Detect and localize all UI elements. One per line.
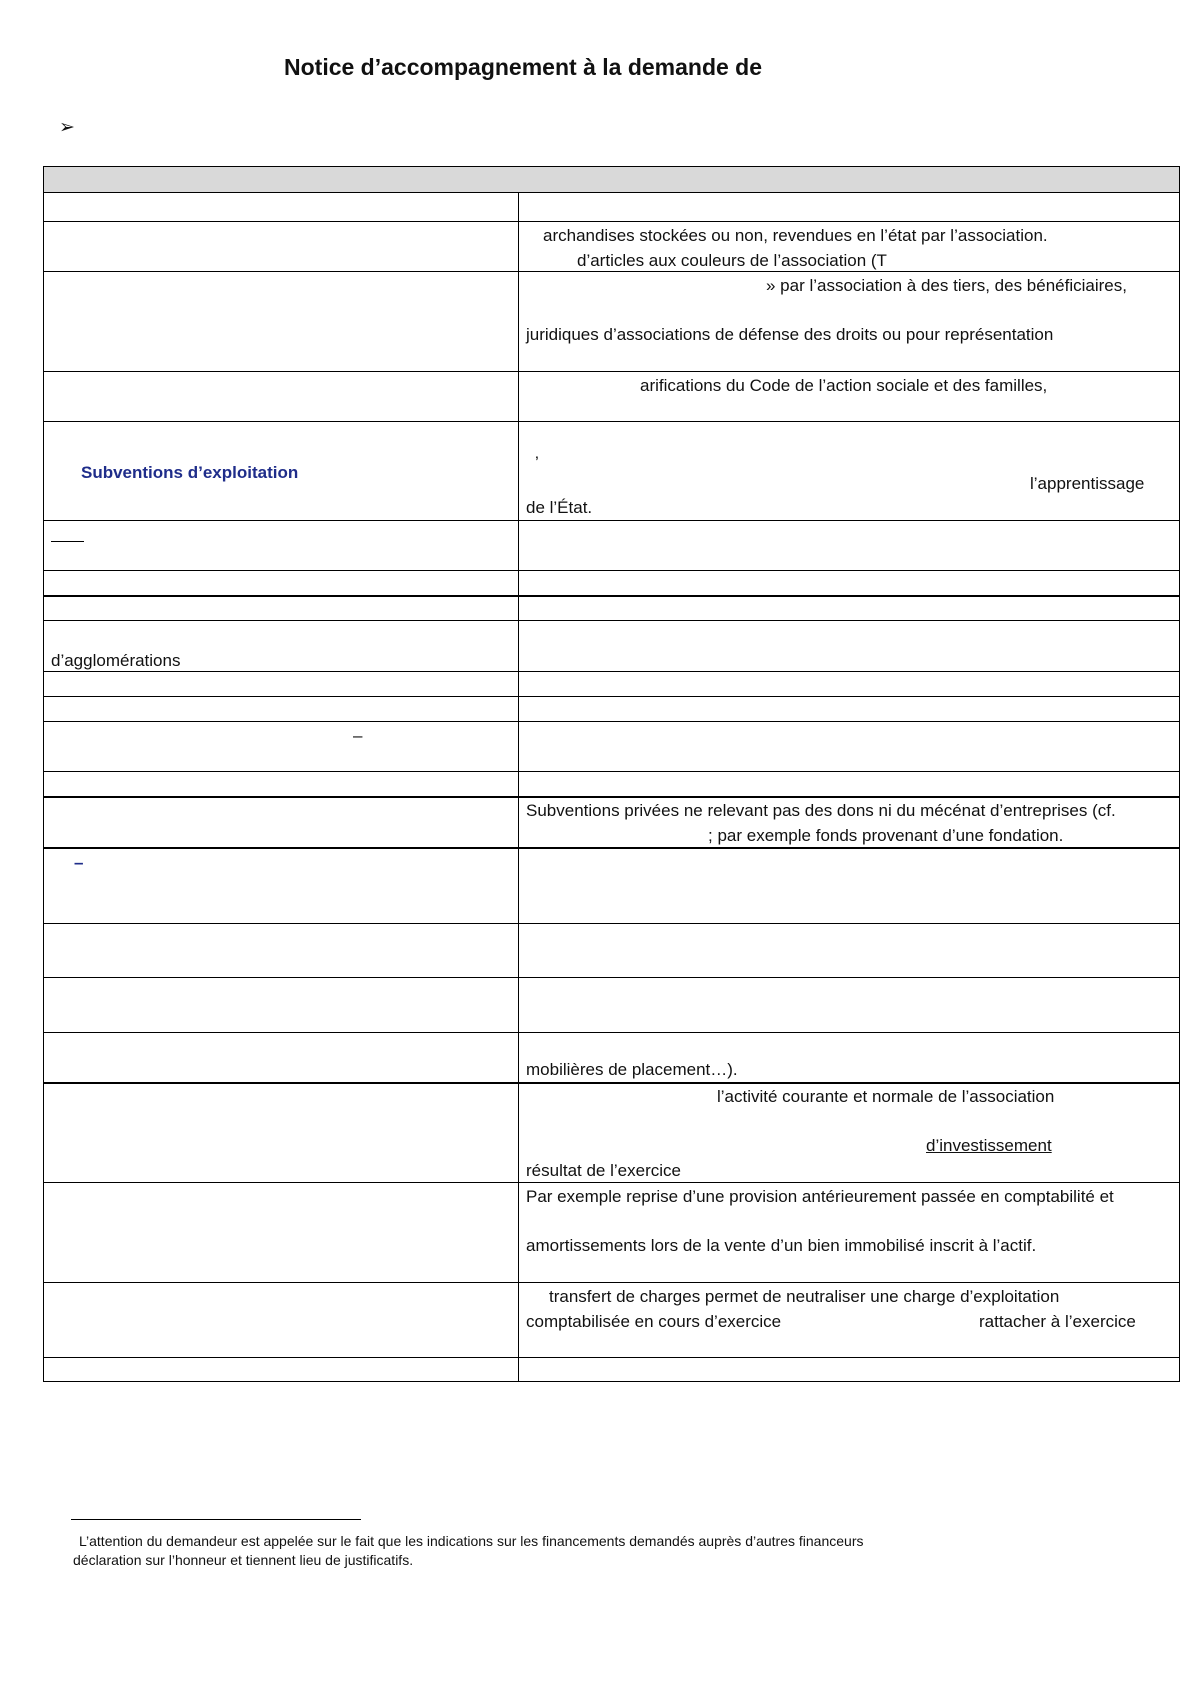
desc-amortissements: amortissements lors de la vente d’un bien immobilisé inscrit à l’actif.	[526, 1236, 1037, 1255]
desc-apprentissage: l’apprentissage	[1030, 474, 1145, 493]
label-subventions-exploitation: Subventions d’exploitation	[81, 463, 299, 482]
footnote-line-1: L’attention du demandeur est appelée sur le fait que les indications sur les financements demandés auprès d’autres financeurs	[79, 1533, 864, 1549]
desc-tarifications-casf: arifications du Code de l’action sociale et des familles,	[640, 376, 1048, 395]
arrow-bullet-icon: ➢	[59, 116, 75, 138]
row-divider	[44, 371, 1179, 372]
desc-fondation: ; par exemple fonds provenant d’une fondation.	[708, 826, 1064, 845]
desc-comma: ’	[535, 453, 539, 472]
row-divider	[44, 570, 1179, 571]
row-divider	[44, 221, 1179, 222]
desc-resultat-exercice: résultat de l’exercice	[526, 1161, 681, 1180]
row-divider	[44, 721, 1179, 722]
desc-activite-courante: l’activité courante et normale de l’association	[717, 1087, 1055, 1106]
desc-marchandises: archandises stockées ou non, revendues en l’état par l’association.	[543, 226, 1048, 245]
footnote-separator	[71, 1519, 361, 1520]
label-dash-blue: –	[74, 853, 84, 872]
row-divider	[44, 520, 1179, 521]
desc-reprise-provision: Par exemple reprise d’une provision antérieurement passée en comptabilité et	[526, 1187, 1114, 1206]
row-divider	[44, 923, 1179, 924]
desc-articles-couleurs: d’articles aux couleurs de l’association (T	[577, 251, 887, 270]
label-dash: –	[353, 726, 363, 745]
row-divider	[44, 1282, 1179, 1283]
row-divider	[44, 771, 1179, 772]
row-divider	[44, 696, 1179, 697]
desc-prestations-tiers: » par l’association à des tiers, des bénéficiaires,	[766, 276, 1127, 295]
budget-notice-table	[43, 166, 1180, 1382]
row-divider	[44, 595, 1179, 597]
desc-rattacher-exercice: rattacher à l’exercice	[979, 1312, 1136, 1331]
separator-dash	[51, 541, 84, 542]
table-header-row	[44, 167, 1179, 193]
desc-comptabilisee: comptabilisée en cours d’exercice	[526, 1312, 782, 1331]
desc-etat: de l’État.	[526, 498, 593, 517]
document-title: Notice d’accompagnement à la demande de	[284, 54, 763, 80]
row-divider	[44, 1032, 1179, 1033]
desc-valeurs-mobilieres: mobilières de placement…).	[526, 1060, 738, 1079]
row-divider	[44, 977, 1179, 978]
label-agglomerations: d’agglomérations	[51, 651, 181, 670]
row-divider	[44, 1357, 1179, 1358]
desc-defense-droits: juridiques d’associations de défense des droits ou pour représentation	[526, 325, 1054, 344]
footnote-line-2: déclaration sur l’honneur et tiennent lieu de justificatifs.	[73, 1552, 414, 1568]
row-divider	[44, 620, 1179, 621]
row-divider	[44, 671, 1179, 672]
desc-subventions-privees: Subventions privées ne relevant pas des dons ni du mécénat d’entreprises (cf.	[526, 801, 1116, 820]
desc-transfert-charges: transfert de charges permet de neutraliser une charge d’exploitation	[549, 1287, 1060, 1306]
footnote	[73, 1532, 1033, 1570]
desc-investissement: d’investissement	[926, 1136, 1052, 1155]
row-divider	[44, 421, 1179, 422]
